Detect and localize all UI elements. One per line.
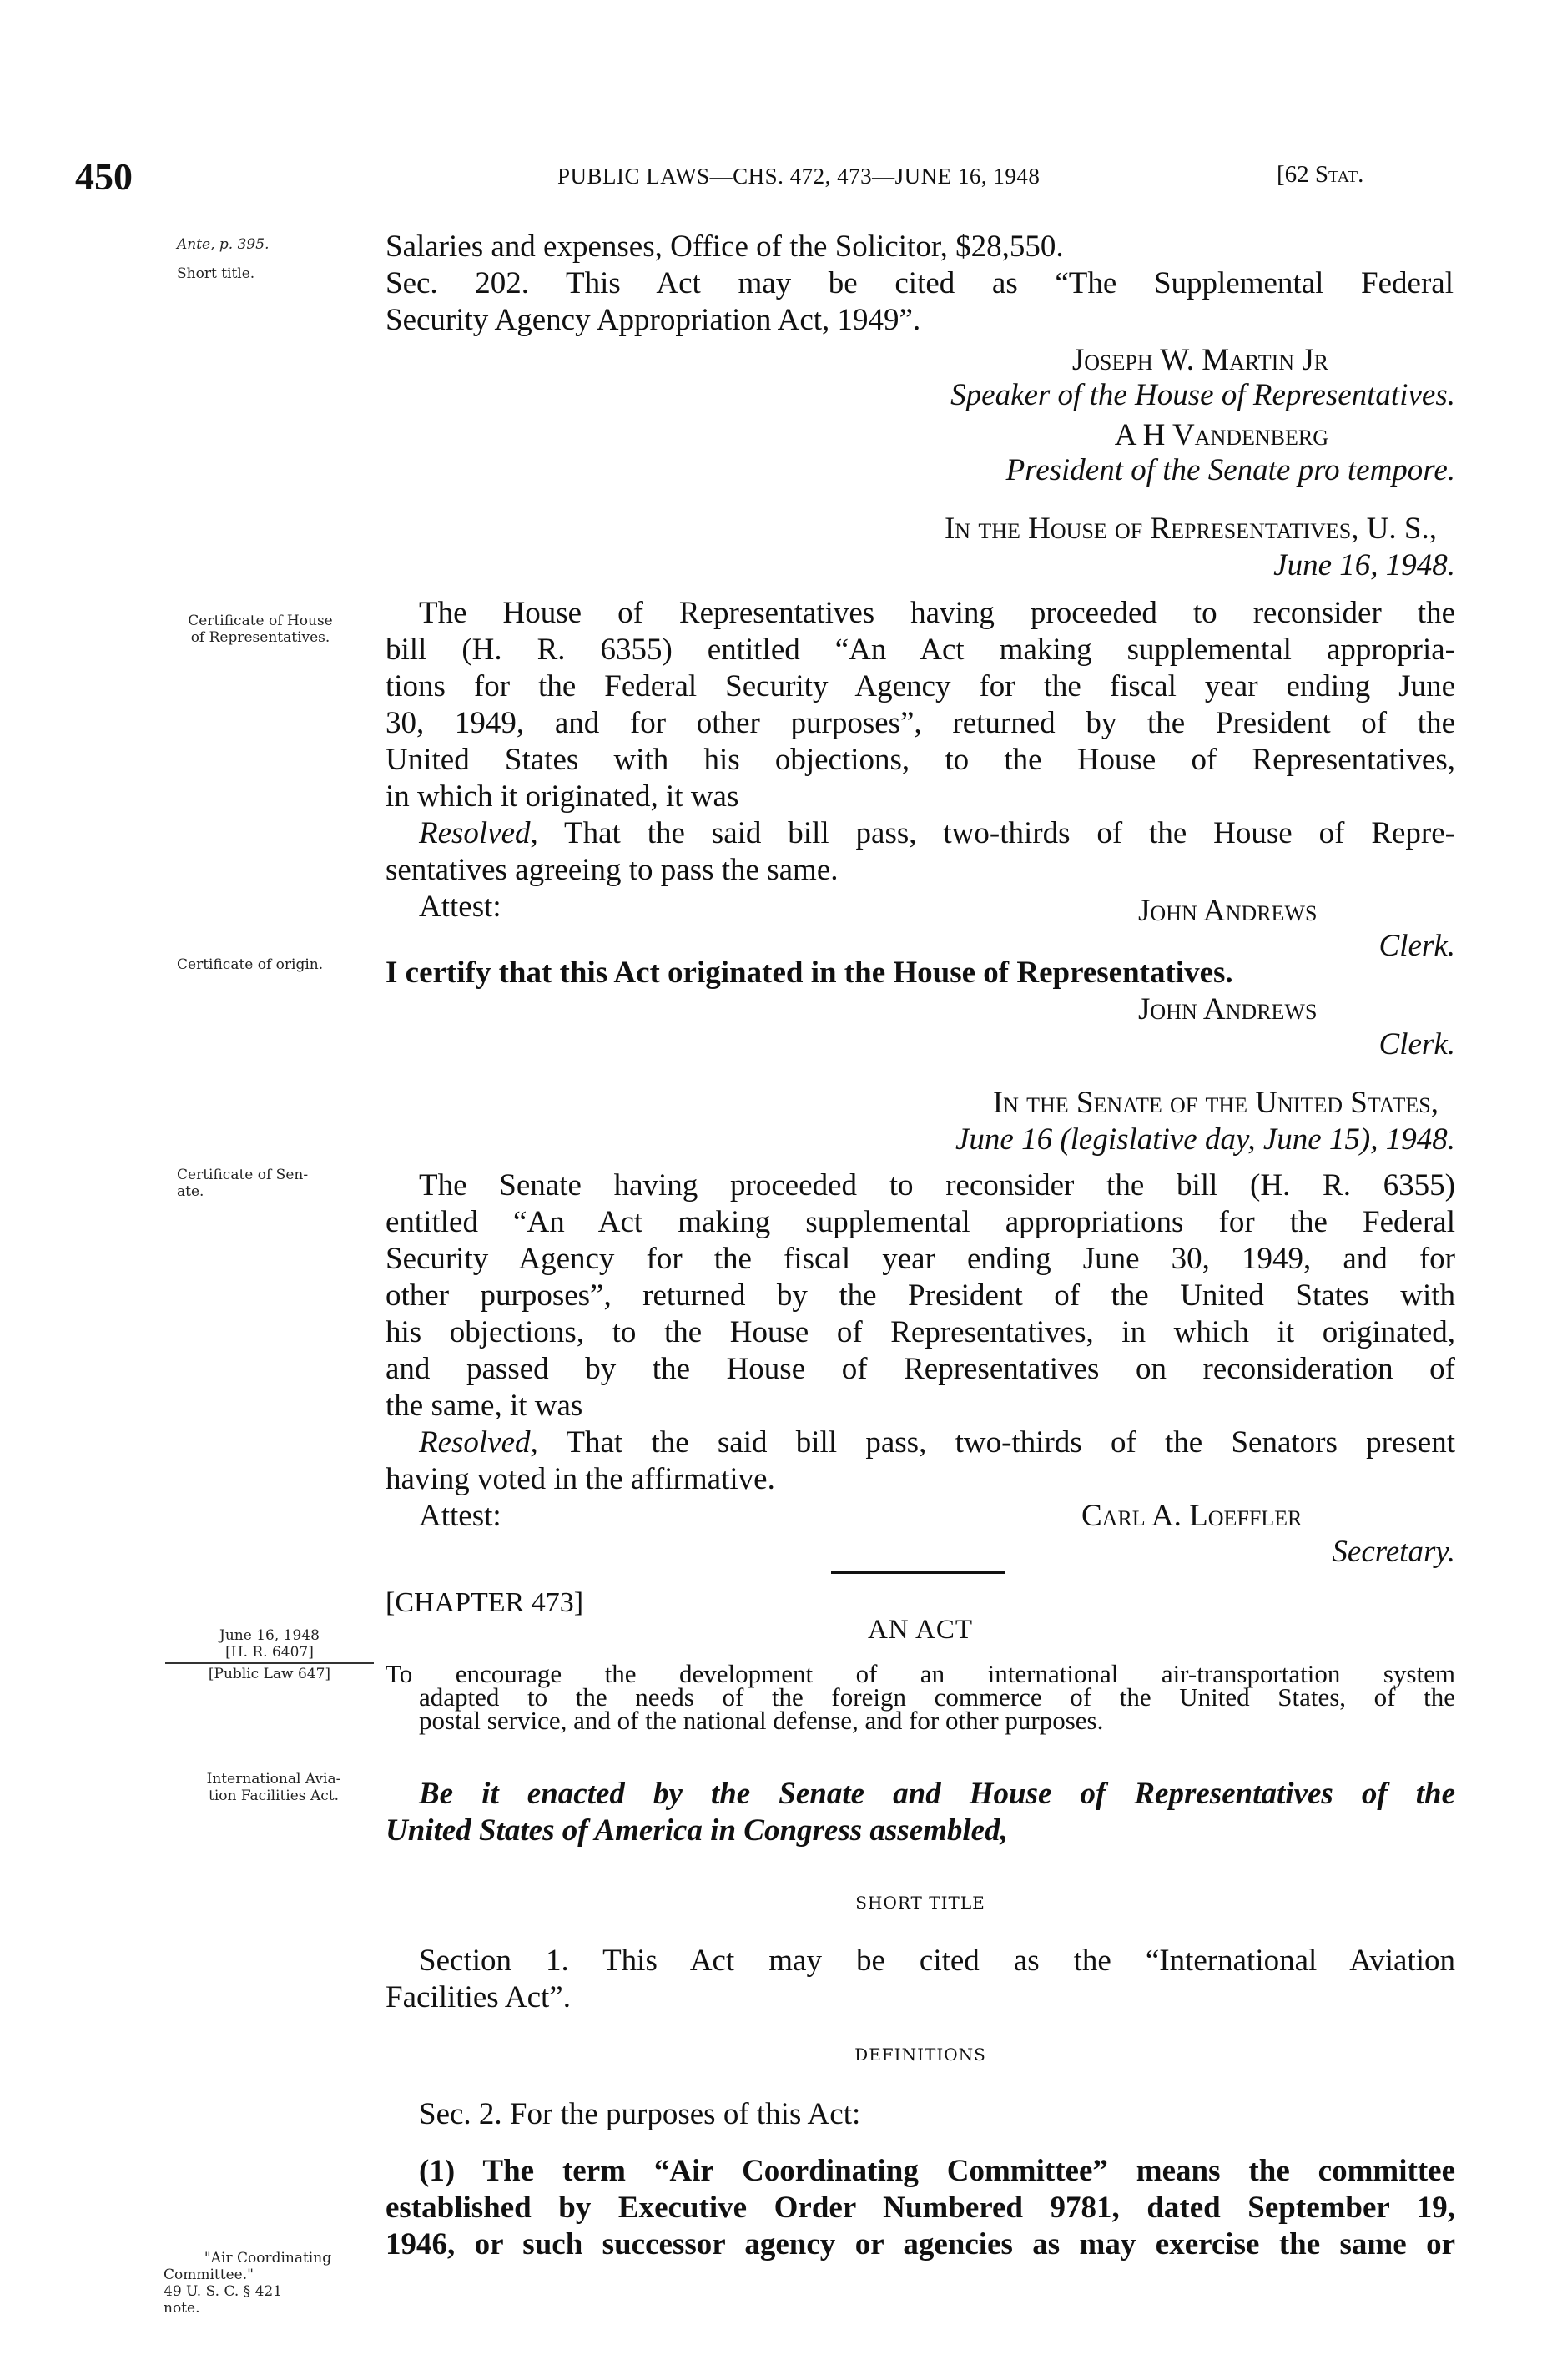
margin-note-certificate-origin: Certificate of origin. [177,956,324,973]
margin-note-public-law: [Public Law 647] [165,1662,374,1682]
margin-note-certificate-senate [177,1167,369,1200]
house-heading: In the House of Representatives, U. S., [944,512,1437,546]
house-resolved-word: Resolved, [419,816,538,850]
senate-resolved-line [386,1424,1455,1461]
senate-secretary-name: Carl A. Loeffler [1081,1499,1303,1533]
short-title-heading: SHORT TITLE [855,1893,985,1913]
house-paragraph [386,595,1455,925]
senate-date: June 16 (legislative day, June 15), 1948. [955,1122,1455,1157]
house-paragraph-line: The House of Representatives having proceeded to reconsider the [419,596,1455,630]
origin-clerk-title: Clerk. [1378,1027,1455,1061]
senate-paragraph-line: Security Agency for the fiscal year ending June 30, 1949, and for [386,1242,1455,1276]
definition-1-line: established by Executive Order Numbered 9781, dated September 19, [386,2191,1455,2225]
house-resolved-line [386,815,1455,852]
chapter-heading: [CHAPTER 473] [386,1587,584,1618]
an-act-heading: AN ACT [867,1615,974,1645]
senate-paragraph-line: his objections, to the House of Representatives, in which it originated, [386,1315,1455,1349]
house-date: June 16, 1948. [1273,548,1455,582]
volume-reference: [62 Stat. [1277,161,1364,188]
house-paragraph-line: bill (H. R. 6355) entitled “An Act making supplemental appropria- [386,633,1455,667]
act-purpose-line: adapted to the needs of the foreign commerce of the United States, of the [419,1682,1455,1712]
president-name: A H Vandenberg [1114,418,1328,452]
margin-note-short-title: Short title. [177,265,255,282]
speaker-title: Speaker of the House of Representatives. [950,378,1455,412]
house-paragraph-line: in which it originated, it was [386,779,739,814]
house-clerk-name: John Andrews [1138,894,1318,928]
margin-note-date: June 16, 1948 [219,1627,320,1644]
house-clerk-title: Clerk. [1378,929,1455,963]
senate-paragraph-line: and passed by the House of Representatives on reconsideration of [386,1352,1455,1386]
margin-note-line: tion Facilities Act. [209,1788,339,1804]
house-attest: Attest: [419,890,501,924]
margin-note-line: of Representatives. [190,629,330,646]
margin-note-certificate-house [152,613,369,646]
margin-note-chapter-info [165,1627,374,1682]
house-paragraph-line: 30, 1949, and for other purposes”, returned by the President of the [386,706,1455,740]
enacting-clause-line: United States of America in Congress assembled, [386,1813,1008,1848]
senate-paragraph-line: entitled “An Act making supplemental appropriations for the Federal [386,1205,1455,1239]
act-purpose [386,1659,1455,1735]
margin-note-bill: [H. R. 6407] [225,1644,314,1661]
margin-note-line: ate. [177,1183,204,1200]
margin-note-air-coordinating [164,2250,372,2317]
senate-paragraph [386,1167,1455,1535]
definition-1 [386,2153,1455,2263]
senate-paragraph-line: other purposes”, returned by the President of the United States with [386,1278,1455,1313]
margin-note-ante: Ante, p. 395. [177,236,270,253]
margin-note-line: Certificate of Sen- [177,1167,309,1183]
definition-1-line: (1) The term “Air Coordinating Committee” means the committee [419,2154,1455,2188]
origin-clerk-name: John Andrews [1138,992,1318,1026]
salaries-paragraph: Salaries and expenses, Office of the Solicitor, $28,550. [386,229,1064,264]
house-resolved-last: sentatives agreeing to pass the same. [386,853,839,887]
margin-note-line: note. [164,2300,200,2317]
enacting-clause-line: Be it enacted by the Senate and House of Representatives of the [419,1777,1455,1811]
margin-note-line: 49 U. S. C. § 421 [164,2283,283,2300]
origin-certificate: I certify that this Act originated in the House of Representatives. [386,956,1233,990]
house-paragraph-line: United States with his objections, to the House of Representatives, [386,743,1455,777]
margin-note-line: Certificate of House [188,613,333,629]
senate-resolved-text: That the said bill pass, two-thirds of the Senators present [537,1425,1455,1460]
running-title: PUBLIC LAWS—CHS. 472, 473—JUNE 16, 1948 [557,164,1041,189]
house-resolved-text: That the said bill pass, two-thirds of the House of Repre- [537,816,1455,850]
senate-secretary-title: Secretary. [1332,1535,1455,1569]
margin-note-line: "Air Coordinating [204,2250,332,2267]
president-title: President of the Senate pro tempore. [1005,453,1455,487]
definition-1-line: 1946, or such successor agency or agencies as may exercise the same or [386,2227,1455,2262]
margin-note-line: International Avia- [206,1771,341,1788]
speaker-name: Joseph W. Martin Jr [1071,343,1328,377]
section-202-line-1: Sec. 202. This Act may be cited as “The Supplemental Federal [386,266,1454,300]
senate-heading: In the Senate of the United States, [992,1086,1439,1120]
section-202-line-2: Security Agency Appropriation Act, 1949”. [386,303,921,337]
senate-resolved-word: Resolved, [419,1425,538,1460]
margin-note-line: Committee." [164,2267,254,2283]
act-purpose-line: To encourage the development of an international air-transportation system [386,1659,1455,1688]
margin-note-international-aviation [174,1771,374,1804]
house-paragraph-line: tions for the Federal Security Agency for the fiscal year ending June [386,669,1455,703]
definitions-heading: DEFINITIONS [854,2045,986,2065]
section-2: Sec. 2. For the purposes of this Act: [419,2097,861,2131]
enacting-clause [386,1776,1455,1849]
page-number: 450 [75,155,133,198]
senate-paragraph-line: The Senate having proceeded to reconsider the bill (H. R. 6355) [419,1168,1455,1203]
section-1-line: Section 1. This Act may be cited as the “International Aviation [419,1944,1455,1978]
act-purpose-line: postal service, and of the national defense, and for other purposes. [419,1706,1104,1735]
chapter-divider [831,1571,1005,1574]
senate-paragraph-line: the same, it was [386,1389,583,1423]
section-1-line: Facilities Act”. [386,1980,571,2014]
senate-resolved-last: having voted in the affirmative. [386,1462,775,1496]
section-1 [386,1943,1455,2016]
senate-attest: Attest: [419,1499,501,1533]
